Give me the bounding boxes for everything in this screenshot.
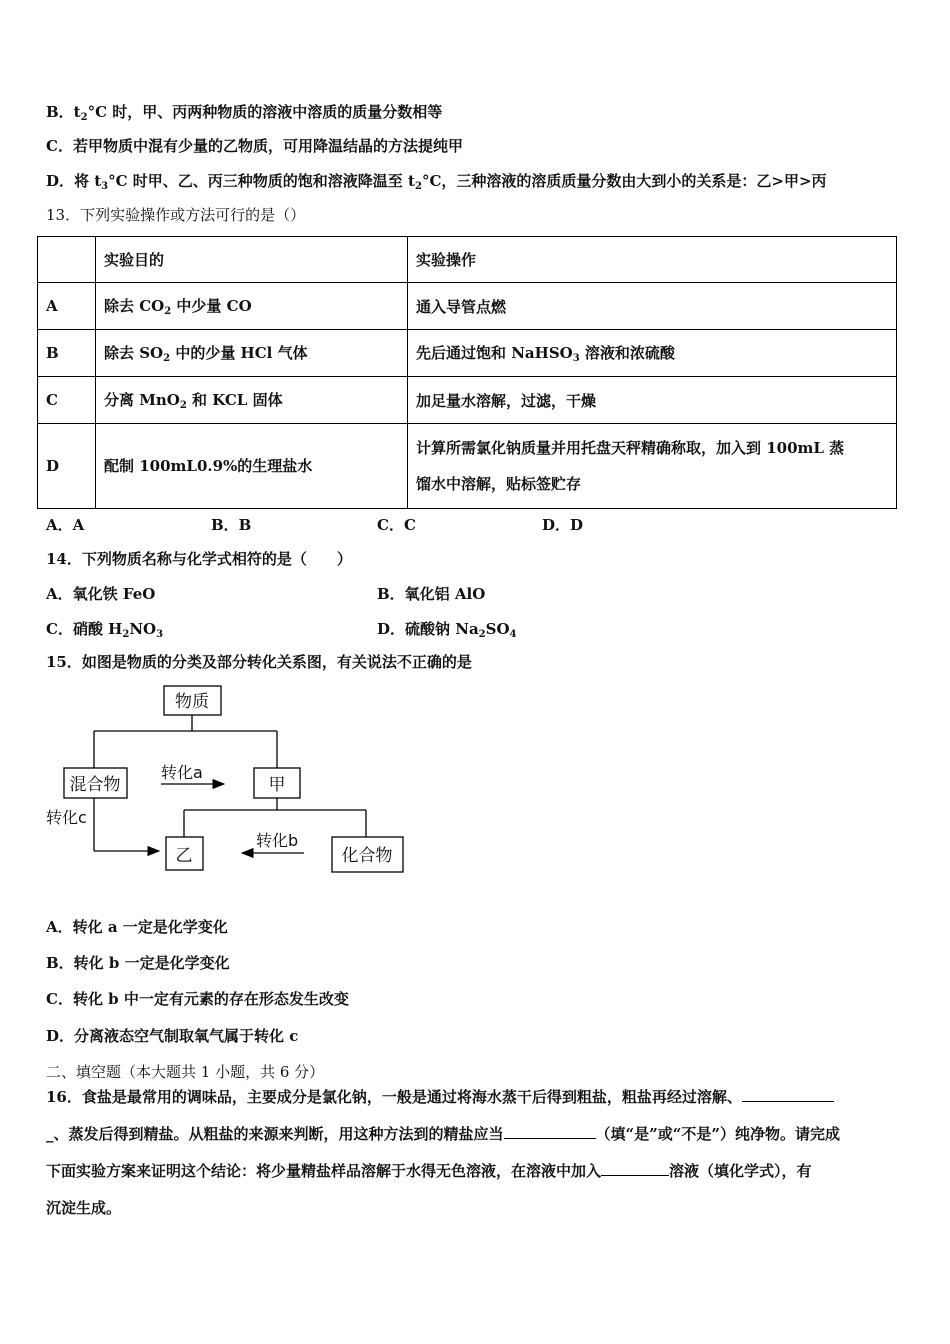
- q14-option-d: D．硫酸钠 $Na_2SO_4$: [377, 620, 517, 640]
- row-operation: 加足量水溶解，过滤，干燥: [408, 377, 897, 424]
- q14-option-a: A．氧化铁 FeO: [46, 585, 156, 603]
- node-compound-label: 化合物: [341, 846, 393, 866]
- q14-stem: 14．下列物质名称与化学式相符的是（ ）: [46, 550, 352, 568]
- row-operation: 先后通过饱和 NaHSO$_3$ 溶液和浓硫酸: [408, 330, 897, 377]
- q12-option-d: D．将 $t_3^\circ C$ 时甲、乙、丙三种物质的饱和溶液降温至 $t_2^\circ C$，三种溶液的溶质质量分数由大到小的关系是：乙>甲>丙: [46, 172, 827, 192]
- node-mixture-label: 混合物: [69, 775, 121, 795]
- q16-text: 溶液（填化学式），有: [669, 1162, 812, 1180]
- row-purpose: 配制 100mL0.9%的生理盐水: [96, 424, 408, 509]
- q14-option-b: B．氧化铝 AlO: [377, 585, 486, 603]
- q16-text: 16．食盐是最常用的调味品，主要成分是氯化钠，一般是通过将海水蒸干后得到粗盐，粗盐再经过溶解、: [46, 1088, 742, 1106]
- section-heading: 二、填空题（本大题共 1 小题，共 6 分）: [46, 1063, 325, 1081]
- row-purpose: 除去 $SO_2$ 中的少量 HCl 气体: [96, 330, 408, 377]
- label-conversion-b: 转化b: [256, 831, 299, 850]
- row-purpose: 分离 MnO$_2$ 和 KCL 固体: [96, 377, 408, 424]
- header-purpose: 实验目的: [96, 237, 408, 283]
- label-conversion-c: 转化c: [46, 808, 87, 827]
- q13-option: D．D: [542, 516, 584, 534]
- q15-option-d: D．分离液态空气制取氧气属于转化 c: [46, 1027, 299, 1045]
- answer-blank[interactable]: [742, 1087, 834, 1102]
- row-operation: 通入导管点燃: [408, 283, 897, 330]
- q13-option: B．B: [211, 516, 252, 534]
- answer-blank[interactable]: [504, 1124, 596, 1139]
- node-jia-label: 甲: [268, 775, 286, 795]
- q14-option-c: C．硝酸 $H_2NO_3$: [46, 620, 164, 640]
- q15-option-b: B．转化 b 一定是化学变化: [46, 954, 230, 972]
- answer-blank[interactable]: [601, 1161, 669, 1176]
- row-label: B: [38, 330, 96, 377]
- node-substance-label: 物质: [175, 692, 209, 712]
- q16-text: _、蒸发后得到精盐。从粗盐的来源来判断，用这种方法到的精盐应当: [46, 1125, 504, 1143]
- q16-text: 下面实验方案来证明这个结论：将少量精盐样品溶解于水得无色溶液，在溶液中加入: [46, 1162, 602, 1180]
- node-yi-label: 乙: [175, 846, 193, 866]
- q16-text: （填“是”或“不是”）纯净物。请完成: [595, 1125, 841, 1143]
- row-label: C: [38, 377, 96, 424]
- header-operation: 实验操作: [408, 237, 897, 283]
- q16-text: 沉淀生成。: [46, 1199, 122, 1217]
- q13-option: A．A: [46, 516, 85, 534]
- q15-stem: 15．如图是物质的分类及部分转化关系图，有关说法不正确的是: [46, 653, 472, 671]
- q13-option: C．C: [377, 516, 416, 534]
- q12-option-c: C．若甲物质中混有少量的乙物质，可用降温结晶的方法提纯甲: [46, 137, 463, 155]
- q16-paragraph: [46, 1079, 908, 1227]
- q12-option-b: B．$t_2^\circ C$ 时，甲、丙两种物质的溶液中溶质的质量分数相等: [46, 103, 443, 123]
- q15-option-c: C．转化 b 中一定有元素的存在形态发生改变: [46, 990, 349, 1008]
- row-purpose: 除去 $CO_2$ 中少量 CO: [96, 283, 408, 330]
- label-conversion-a: 转化a: [161, 763, 203, 782]
- q13-stem: 13．下列实验操作或方法可行的是（）: [46, 206, 306, 224]
- row-label: A: [38, 283, 96, 330]
- row-label: D: [38, 424, 96, 509]
- q15-option-a: A．转化 a 一定是化学变化: [46, 918, 228, 936]
- row-operation: 计算所需氯化钠质量并用托盘天秤精确称取，加入到 100mL 蒸 馏水中溶解，贴标签贮存: [408, 424, 897, 509]
